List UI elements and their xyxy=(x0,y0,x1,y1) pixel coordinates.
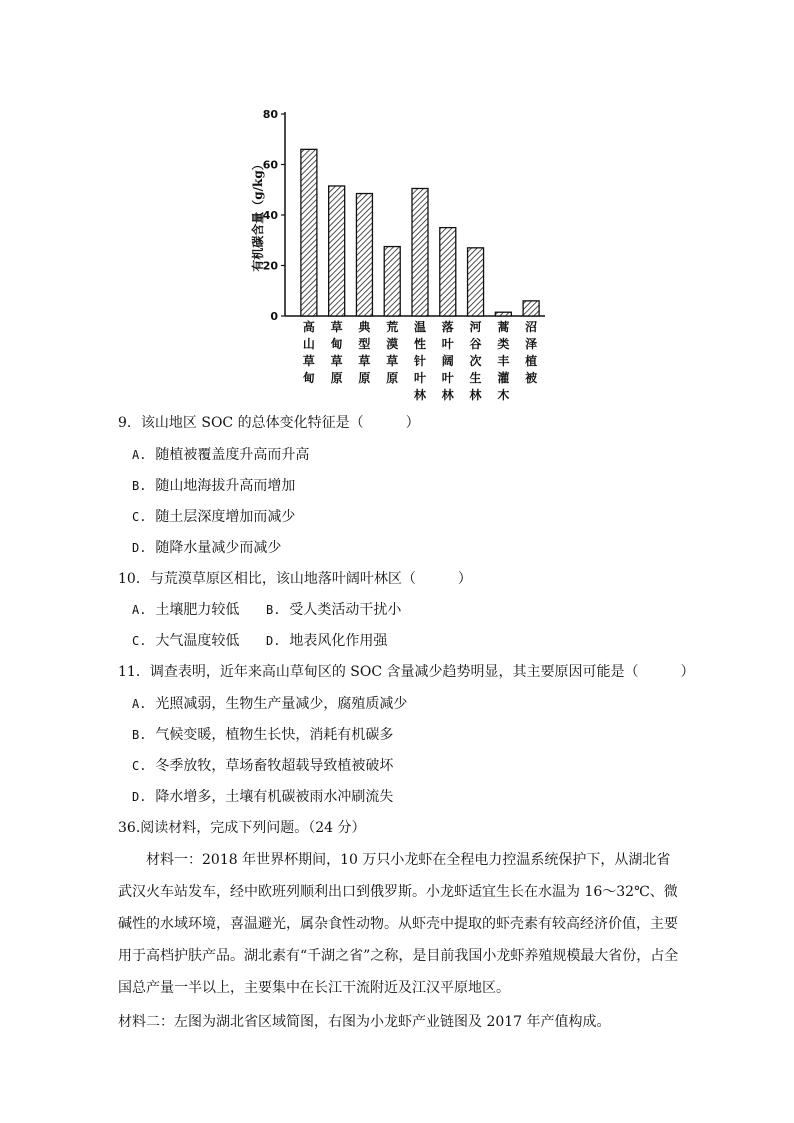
y-tick-label: 20 xyxy=(262,259,278,273)
bar xyxy=(495,312,511,316)
bar xyxy=(301,149,317,316)
question-9-option-b: B. 随山地海拔升高而增加 xyxy=(132,478,296,494)
soc-bar-chart xyxy=(240,100,570,410)
x-tick-label: 蒿类丰灌木 xyxy=(497,320,510,402)
question-11-option-d: D. 降水增多，土壤有机碳被雨水冲刷流失 xyxy=(132,789,394,805)
question-11-option-a: A. 光照减弱，生物生产量减少，腐殖质减少 xyxy=(132,696,408,712)
x-tick-label: 沼泽植被 xyxy=(525,320,538,385)
material-2-paragraph: 材料二：左图为湖北省区域简图，右图为小龙虾产业链图及 2017 年产值构成。 xyxy=(118,1014,611,1030)
material-1-paragraph: 材料一：2018 年世界杯期间，10 万只小龙虾在全程电力控温系统保护下，从湖北省武汉火车站发车，经中欧班列顺利出口到俄罗斯。小龙虾适宜生长在水温为 16～32℃、微碱性的水域环境，喜温避光，属杂食性动物。从虾壳中提取的虾壳素有较高经济价值，主要用于高档护肤产品。湖北素有“千湖之省”之称，是目前我国小龙虾养殖规模最大省份，占全国总产量一半以上，主要集中在长江干流附近及江汉平原地区。 xyxy=(118,852,679,996)
question-9-option-a: A. 随植被覆盖度升高而升高 xyxy=(132,447,310,463)
bar xyxy=(412,188,428,316)
y-axis-label: 有机碳含量（g/kg） xyxy=(251,158,265,272)
question-9-option-c: C. 随土层深度增加而减少 xyxy=(132,509,296,525)
question-36-stem: 36.阅读材料，完成下列问题。（24 分） xyxy=(118,820,366,836)
x-tick-label: 草甸草原 xyxy=(330,320,343,385)
x-tick-label: 典型草原 xyxy=(358,320,371,385)
bar xyxy=(440,228,456,316)
y-tick-label: 0 xyxy=(270,310,278,323)
question-11-option-c: C. 冬季放牧，草场畜牧超载导致植被破坏 xyxy=(132,758,394,774)
y-tick-label: 40 xyxy=(262,209,278,222)
x-tick-label: 高山草甸 xyxy=(302,320,315,385)
question-10-option-b: B. 受人类活动干扰小 xyxy=(266,602,402,618)
x-tick-label: 河谷次生林 xyxy=(469,320,482,402)
y-tick-label: 80 xyxy=(262,108,278,121)
bar xyxy=(384,247,400,316)
question-10-stem: 10．与荒漠草原区相比，该山地落叶阔叶林区（ ） xyxy=(118,571,472,587)
question-10-option-a: A. 土壤肥力较低 xyxy=(132,602,240,618)
question-9-stem: 9．该山地区 SOC 的总体变化特征是（ ） xyxy=(118,415,420,431)
x-tick-label: 温性针叶林 xyxy=(413,320,427,402)
x-tick-label: 荒漠草原 xyxy=(386,320,399,385)
question-10-option-c: C. 大气温度较低 xyxy=(132,633,240,649)
y-tick-label: 60 xyxy=(262,158,278,172)
question-10-option-d: D. 地表风化作用强 xyxy=(266,633,388,649)
x-tick-label: 落叶阔叶林 xyxy=(441,320,454,402)
bar xyxy=(329,186,345,316)
question-9-option-d: D. 随降水量减少而减少 xyxy=(132,540,282,556)
bar xyxy=(356,194,372,316)
question-11-option-b: B. 气候变暖，植物生长快，消耗有机碳多 xyxy=(132,727,394,743)
bar xyxy=(468,248,484,316)
bar xyxy=(523,301,539,316)
question-11-stem: 11．调查表明，近年来高山草甸区的 SOC 含量减少趋势明显，其主要原因可能是（ ） xyxy=(118,664,695,680)
